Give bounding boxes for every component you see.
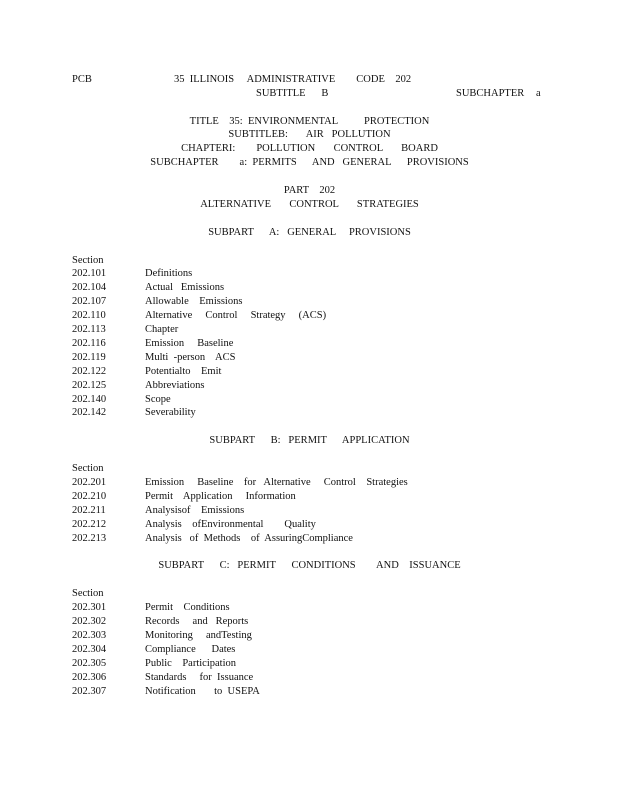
section-title: Records and Reports bbox=[145, 616, 249, 627]
document-subtitle: SUBTITLEB: AIR POLLUTION bbox=[228, 129, 391, 140]
section-title: Analysis ofEnvironmental Quality bbox=[145, 519, 316, 530]
section-title: Analysis of Methods of AssuringCompliance bbox=[145, 533, 353, 544]
section-title: Definitions bbox=[145, 268, 193, 279]
section-title: Actual Emissions bbox=[145, 282, 225, 293]
section-number: 202.119 bbox=[72, 352, 106, 363]
section-label: Section bbox=[72, 463, 104, 474]
section-title: Allowable Emissions bbox=[145, 296, 243, 307]
document-title: TITLE 35: ENVIRONMENTAL PROTECTION bbox=[189, 116, 430, 127]
section-title: Emission Baseline bbox=[145, 338, 234, 349]
document-subchapter: SUBCHAPTER a: PERMITS AND GENERAL PROVISIONS bbox=[150, 157, 469, 168]
section-title: Abbreviations bbox=[145, 380, 205, 391]
section-number: 202.101 bbox=[72, 268, 107, 279]
section-number: 202.303 bbox=[72, 630, 107, 641]
section-number: 202.302 bbox=[72, 616, 107, 627]
section-title: Permit Application Information bbox=[145, 491, 296, 502]
section-title: Standards for Issuance bbox=[145, 672, 254, 683]
header-subchapter-letter: a bbox=[536, 88, 541, 99]
section-title: Public Participation bbox=[145, 658, 236, 669]
header-subtitle: SUBTITLE B bbox=[256, 88, 329, 99]
section-title: Potentialto Emit bbox=[145, 366, 222, 377]
section-number: 202.125 bbox=[72, 380, 107, 391]
section-number: 202.211 bbox=[72, 505, 106, 516]
section-number: 202.301 bbox=[72, 602, 107, 613]
section-title: Severability bbox=[145, 407, 196, 418]
section-number: 202.142 bbox=[72, 407, 107, 418]
section-number: 202.110 bbox=[72, 310, 106, 321]
section-label: Section bbox=[72, 588, 104, 599]
part-title: ALTERNATIVE CONTROL STRATEGIES bbox=[200, 199, 419, 210]
section-title: Analysisof Emissions bbox=[145, 505, 245, 516]
header-code: 35 ILLINOIS ADMINISTRATIVE CODE 202 bbox=[174, 74, 412, 85]
section-number: 202.201 bbox=[72, 477, 107, 488]
section-number: 202.212 bbox=[72, 519, 107, 530]
section-number: 202.306 bbox=[72, 672, 107, 683]
section-title: Permit Conditions bbox=[145, 602, 230, 613]
section-number: 202.304 bbox=[72, 644, 107, 655]
section-title: Notification to USEPA bbox=[145, 686, 260, 697]
section-number: 202.213 bbox=[72, 533, 107, 544]
part-number: PART 202 bbox=[283, 185, 336, 196]
document-chapter: CHAPTERI: POLLUTION CONTROL BOARD bbox=[181, 143, 438, 154]
section-number: 202.116 bbox=[72, 338, 106, 349]
section-label: Section bbox=[72, 255, 104, 266]
subpart-heading: SUBPART B: PERMIT APPLICATION bbox=[209, 435, 410, 446]
section-title: Monitoring andTesting bbox=[145, 630, 252, 641]
section-title: Emission Baseline for Alternative Control Strategies bbox=[145, 477, 408, 488]
header-agency: PCB bbox=[72, 74, 92, 85]
section-number: 202.122 bbox=[72, 366, 107, 377]
section-number: 202.113 bbox=[72, 324, 106, 335]
section-number: 202.307 bbox=[72, 686, 107, 697]
header-subchapter: SUBCHAPTER bbox=[456, 88, 525, 99]
section-number: 202.210 bbox=[72, 491, 107, 502]
section-title: Alternative Control Strategy (ACS) bbox=[145, 310, 327, 321]
section-number: 202.140 bbox=[72, 394, 107, 405]
subpart-heading: SUBPART C: PERMIT CONDITIONS AND ISSUANCE bbox=[158, 560, 461, 571]
section-title: Scope bbox=[145, 394, 171, 405]
section-title: Chapter bbox=[145, 324, 179, 335]
subpart-heading: SUBPART A: GENERAL PROVISIONS bbox=[208, 227, 411, 238]
section-title: Multi -person ACS bbox=[145, 352, 236, 363]
section-number: 202.107 bbox=[72, 296, 107, 307]
section-number: 202.305 bbox=[72, 658, 107, 669]
section-number: 202.104 bbox=[72, 282, 107, 293]
section-title: Compliance Dates bbox=[145, 644, 236, 655]
